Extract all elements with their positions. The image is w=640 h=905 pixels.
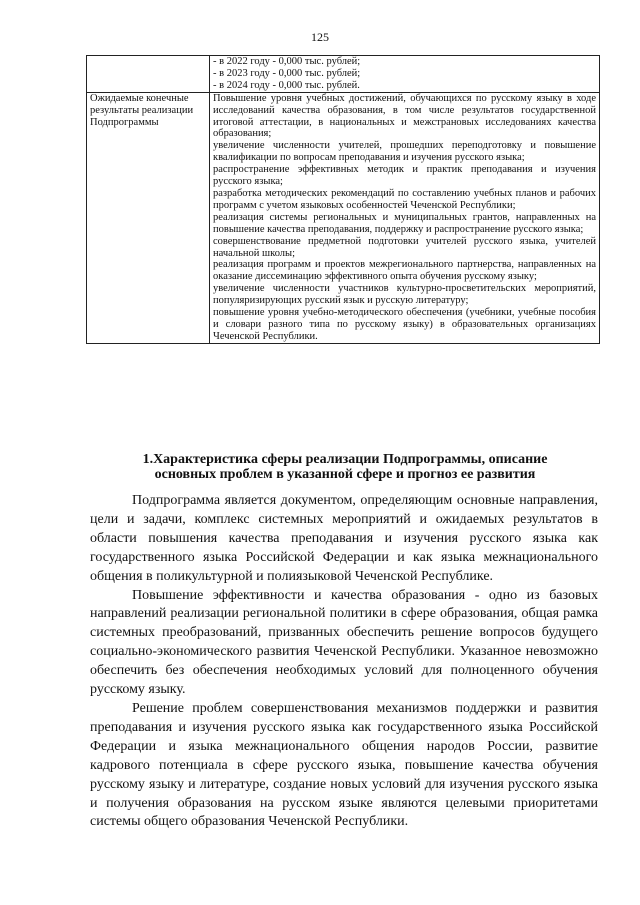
body-paragraph: Подпрограмма является документом, определяющим основные направления, цели и задачи, комплекс системных мероприятий и ожидаемых результатов в области повышения качества преподавания и изучения русского языка как государственного языка Российской Федерации и как языка межнационального общения в поликультурной и полиязыковой Чеченской Республике. <box>90 493 598 584</box>
financing-value-cell <box>210 56 600 93</box>
financing-row <box>87 56 600 93</box>
result-item: увеличение численности учителей, прошедших переподготовку и повышение квалификации по вопросам преподавания и изучения русского языка; <box>213 140 596 164</box>
financing-label-cell <box>87 56 210 93</box>
section-heading-line-2: основных проблем в указанной сфере и прогноз ее развития <box>154 467 536 482</box>
body-paragraph: Решение проблем совершенствования механизмов поддержки и развития преподавания и изучения русского языка как государственного языка Российской Федерации и языка межнационального общения народов России, развитие кадрового потенциала в сфере русского языка, повышение качества обучения русскому языку и литературе, создание новых условий для изучения русского языка и получения образования на русском языке являются целевыми приоритетами системы общего образования Чеченской Республики. <box>90 700 598 830</box>
result-item: разработка методических рекомендаций по составлению учебных планов и рабочих программ с учетом языковых особенностей Чеченской Республики; <box>213 187 596 211</box>
subprogram-passport-table <box>86 55 600 344</box>
section-heading-line-1: 1.Характеристика сферы реализации Подпрограммы, описание <box>142 452 548 467</box>
section-heading <box>90 452 600 482</box>
financing-line-2024: - в 2024 году - 0,000 тыс. рублей. <box>213 79 360 91</box>
result-item: повышение уровня учебно-методического обеспечения (учебники, учебные пособия и словари разного типа по русскому языку) в образовательных организациях Чеченской Республики. <box>213 307 596 342</box>
result-item: увеличение численности участников культурно-просветительских мероприятий, популяризирующих русский язык и русскую литературу; <box>213 283 596 307</box>
result-item: распространение эффективных методик и практик преподавания и изучения русского языка; <box>213 164 596 188</box>
page-number: 125 <box>311 30 329 44</box>
section-body <box>90 492 598 832</box>
result-item: Повышение уровня учебных достижений, обучающихся по русскому языку в ходе исследований качества образования, в том числе результатов государственной итоговой аттестации, в национальных и межстрановых исследованиях качества образования; <box>213 92 596 140</box>
expected-results-cell <box>210 92 600 343</box>
body-paragraph: Повышение эффективности и качества образования - одно из базовых направлений реализации региональной политики в сфере образования, общая рамка системных преобразований, призванных обеспечить решение вопросов будущего социально-экономического развития Чеченской Республики. Указанное невозможно обеспечить без обеспечения необходимых условий для полноценного обучения русскому языку. <box>90 587 598 698</box>
result-item: реализация программ и проектов межрегионального партнерства, направленных на оказание диссеминацию эффективного опыта обучения русскому языку; <box>213 259 596 283</box>
expected-results-row <box>87 92 600 343</box>
result-item: реализация системы региональных и муниципальных грантов, направленных на повышение качества преподавания, поддержку и распространение русского языка; <box>213 211 596 235</box>
financing-line-2022: - в 2022 году - 0,000 тыс. рублей; <box>213 56 361 67</box>
financing-line-2023: - в 2023 году - 0,000 тыс. рублей; <box>213 67 361 79</box>
expected-results-label: Ожидаемые конечные результаты реализации Подпрограммы <box>87 92 210 343</box>
result-item: совершенствование предметной подготовки учителей русского языка, учителей начальной школы; <box>213 235 596 259</box>
